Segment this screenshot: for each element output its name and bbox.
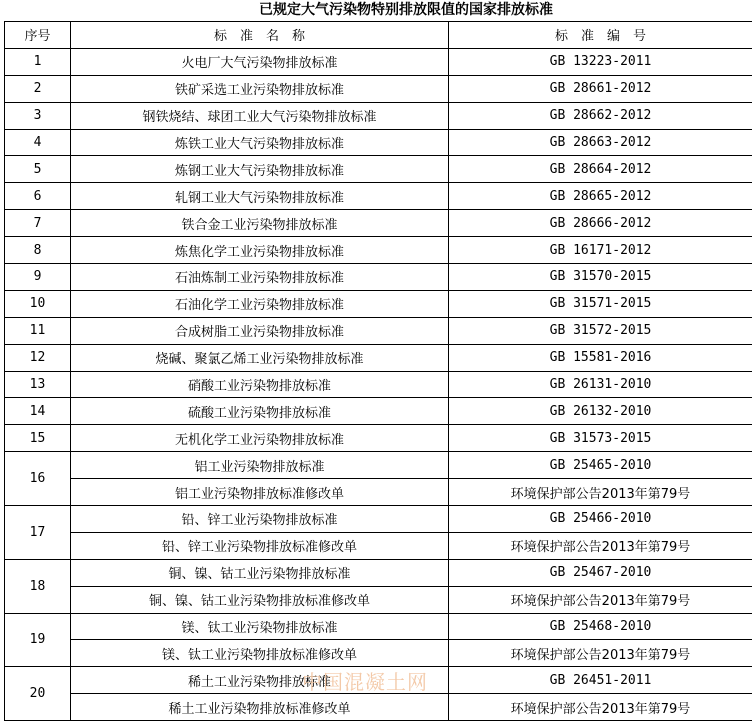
standard-code: GB 31573-2015 (449, 425, 752, 452)
standard-code: GB 25467-2010 (449, 559, 752, 586)
row-seq: 19 (5, 613, 71, 667)
standard-code: GB 26131-2010 (449, 371, 752, 398)
standard-name: 铁合金工业污染物排放标准 (71, 210, 449, 237)
row-seq: 6 (5, 183, 71, 210)
table-row (5, 398, 752, 425)
row-seq: 14 (5, 398, 71, 425)
standard-name: 火电厂大气污染物排放标准 (71, 48, 449, 75)
standard-name: 铅、锌工业污染物排放标准修改单 (71, 532, 449, 559)
table-row (5, 344, 752, 371)
row-seq: 3 (5, 102, 71, 129)
table-row (5, 479, 752, 506)
standard-name: 炼钢工业大气污染物排放标准 (71, 156, 449, 183)
standard-name: 铅、锌工业污染物排放标准 (71, 506, 449, 533)
row-seq: 9 (5, 264, 71, 291)
standard-name: 铝工业污染物排放标准修改单 (71, 479, 449, 506)
standard-code: GB 16171-2012 (449, 237, 752, 264)
standard-name: 石油化学工业污染物排放标准 (71, 290, 449, 317)
header-name: 标 准 名 称 (71, 22, 449, 49)
row-seq: 7 (5, 210, 71, 237)
standard-name: 铁矿采选工业污染物排放标准 (71, 75, 449, 102)
table-row (5, 264, 752, 291)
table-row (5, 532, 752, 559)
standard-name: 硫酸工业污染物排放标准 (71, 398, 449, 425)
standard-code: GB 28664-2012 (449, 156, 752, 183)
table-row (5, 640, 752, 667)
standard-code: 环境保护部公告2013年第79号 (449, 532, 752, 559)
table-body (5, 48, 752, 720)
row-seq: 10 (5, 290, 71, 317)
standard-code: GB 31572-2015 (449, 317, 752, 344)
standard-code: GB 15581-2016 (449, 344, 752, 371)
standard-code: 环境保护部公告2013年第79号 (449, 640, 752, 667)
table-row (5, 694, 752, 721)
standard-code: GB 26451-2011 (449, 667, 752, 694)
standard-name: 镁、钛工业污染物排放标准 (71, 613, 449, 640)
standard-code: GB 28662-2012 (449, 102, 752, 129)
row-seq: 17 (5, 506, 71, 560)
table-row (5, 102, 752, 129)
row-seq: 2 (5, 75, 71, 102)
standard-code: 环境保护部公告2013年第79号 (449, 586, 752, 613)
row-seq: 4 (5, 129, 71, 156)
standard-name: 铝工业污染物排放标准 (71, 452, 449, 479)
standard-name: 稀土工业污染物排放标准 (71, 667, 449, 694)
standard-code: GB 13223-2011 (449, 48, 752, 75)
table-row (5, 667, 752, 694)
standard-code: 环境保护部公告2013年第79号 (449, 479, 752, 506)
standard-name: 烧碱、聚氯乙烯工业污染物排放标准 (71, 344, 449, 371)
page-title: 已规定大气污染物特别排放限值的国家排放标准 (259, 2, 553, 18)
header-code: 标 准 编 号 (449, 22, 752, 49)
standard-code: GB 25466-2010 (449, 506, 752, 533)
standard-name: 钢铁烧结、球团工业大气污染物排放标准 (71, 102, 449, 129)
standard-code: 环境保护部公告2013年第79号 (449, 694, 752, 721)
standard-code: GB 31570-2015 (449, 264, 752, 291)
table-row (5, 371, 752, 398)
table-row (5, 613, 752, 640)
table-header-row (5, 22, 752, 49)
table-row (5, 559, 752, 586)
standard-name: 镁、钛工业污染物排放标准修改单 (71, 640, 449, 667)
standard-code: GB 25465-2010 (449, 452, 752, 479)
table-row (5, 75, 752, 102)
watermark: 中国混凝土网 (302, 670, 428, 694)
standard-code: GB 25468-2010 (449, 613, 752, 640)
table-row (5, 156, 752, 183)
table-row (5, 48, 752, 75)
row-seq: 12 (5, 344, 71, 371)
standard-code: GB 28666-2012 (449, 210, 752, 237)
table-row (5, 210, 752, 237)
table-row (5, 129, 752, 156)
header-seq: 序号 (5, 22, 71, 49)
row-seq: 15 (5, 425, 71, 452)
row-seq: 1 (5, 48, 71, 75)
standard-code: GB 28665-2012 (449, 183, 752, 210)
standard-name: 轧钢工业大气污染物排放标准 (71, 183, 449, 210)
standard-name: 铜、镍、钴工业污染物排放标准 (71, 559, 449, 586)
table-row (5, 425, 752, 452)
standards-table (4, 21, 752, 721)
row-seq: 20 (5, 667, 71, 721)
standard-code: GB 31571-2015 (449, 290, 752, 317)
standard-name: 合成树脂工业污染物排放标准 (71, 317, 449, 344)
table-row (5, 290, 752, 317)
standard-code: GB 26132-2010 (449, 398, 752, 425)
row-seq: 16 (5, 452, 71, 506)
standard-name: 稀土工业污染物排放标准修改单 (71, 694, 449, 721)
standard-code: GB 28663-2012 (449, 129, 752, 156)
standard-name: 炼铁工业大气污染物排放标准 (71, 129, 449, 156)
table-row (5, 317, 752, 344)
table-row (5, 183, 752, 210)
standard-name: 铜、镍、钴工业污染物排放标准修改单 (71, 586, 449, 613)
standard-name: 炼焦化学工业污染物排放标准 (71, 237, 449, 264)
row-seq: 11 (5, 317, 71, 344)
table-row (5, 586, 752, 613)
table-row (5, 237, 752, 264)
standard-code: GB 28661-2012 (449, 75, 752, 102)
standard-name: 无机化学工业污染物排放标准 (71, 425, 449, 452)
row-seq: 18 (5, 559, 71, 613)
row-seq: 8 (5, 237, 71, 264)
standard-name: 硝酸工业污染物排放标准 (71, 371, 449, 398)
row-seq: 13 (5, 371, 71, 398)
table-row (5, 506, 752, 533)
standard-name: 石油炼制工业污染物排放标准 (71, 264, 449, 291)
table-row (5, 452, 752, 479)
row-seq: 5 (5, 156, 71, 183)
